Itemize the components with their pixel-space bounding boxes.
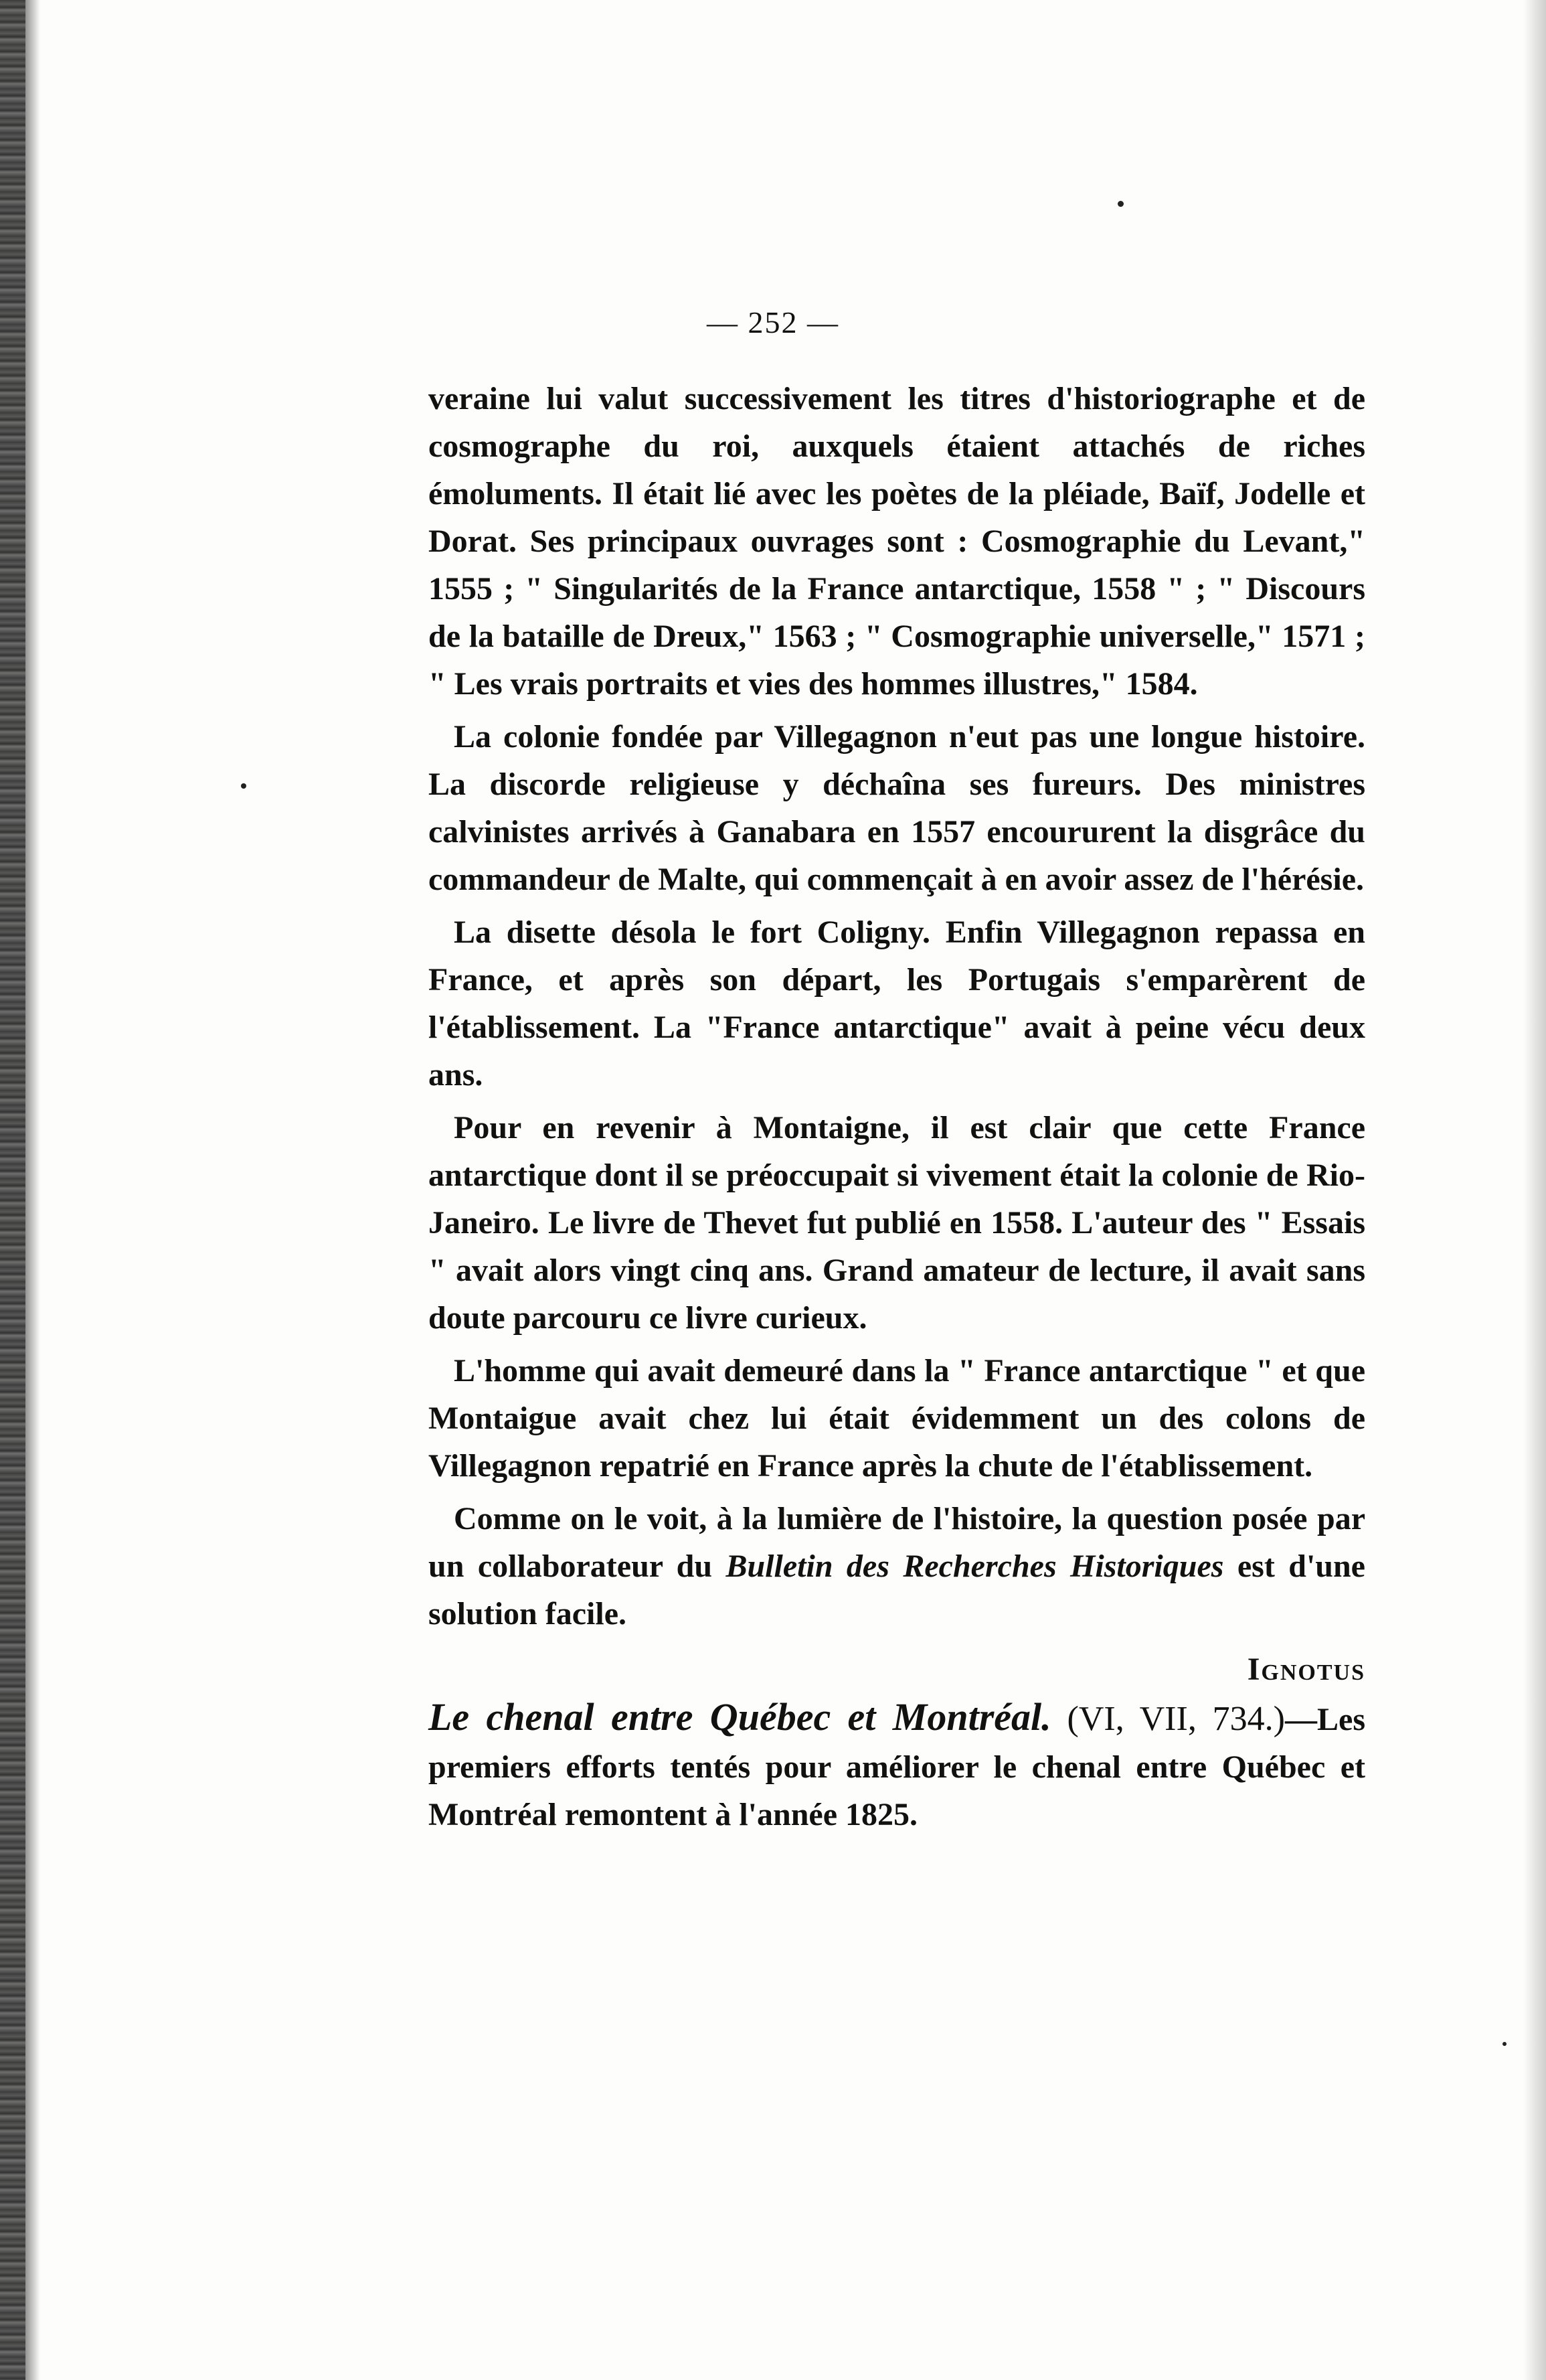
body-text: [428, 375, 1365, 1838]
paragraph: Pour en revenir à Montaigne, il est clair que cette France antarctique dont il se préoccupait si vivement était la colonie de Rio-Janeiro. Le livre de Thevet fut publié en 1558. L'auteur des " Essais " avait alors vingt cinq ans. Grand amateur de lecture, il avait sans doute parcouru ce livre curieux.: [428, 1110, 1365, 1336]
binding-shadow: [25, 0, 40, 2380]
paragraph-text: Comme on le voit, à la lumière de l'histoire, la question posée par un collaborateur du: [428, 1501, 1365, 1584]
entry-reference: (VI, VII, 734.): [1051, 1700, 1285, 1738]
page-edge-shadow: [1523, 0, 1546, 2380]
author-signature: Ignotus: [1247, 1652, 1365, 1687]
entry-paragraph: [428, 1693, 1365, 1838]
entry-text: —Les premiers efforts tentés pour améliorer le chenal entre Québec et Montréal remontent à l'année 1825.: [428, 1702, 1365, 1832]
ink-speck: [1118, 201, 1124, 207]
entry-title: Le chenal entre Québec et Montréal.: [428, 1695, 1051, 1739]
ink-speck: [241, 783, 246, 789]
paragraph: [428, 1495, 1365, 1638]
paragraph: L'homme qui avait demeuré dans la " France antarctique " et que Montaigue avait chez lui était évidemment un des colons de Villegagnon repatrié en France après la chute de l'établissement.: [428, 1353, 1365, 1484]
paragraph-text: est d'une solution facile.: [428, 1549, 1365, 1632]
journal-title: Bulletin des Recherches Historiques: [725, 1549, 1224, 1584]
paragraph: La colonie fondée par Villegagnon n'eut pas une longue histoire. La discorde religieuse y déchaîna ses fureurs. Des ministres calvinistes arrivés à Ganabara en 1557 encoururent la disgrâce du commandeur de Malte, qui commençait à en avoir assez de l'hérésie.: [428, 719, 1365, 897]
paragraph: La disette désola le fort Coligny. Enfin Villegagnon repassa en France, et après son départ, les Portugais s'emparèrent de l'établissement. La "France antarctique" avait à peine vécu deux ans.: [428, 915, 1365, 1093]
ink-speck: [1502, 2042, 1507, 2046]
page-number: — 252 —: [707, 305, 839, 339]
paragraph: veraine lui valut successivement les titres d'historiographe et de cosmographe du roi, auxquels étaient attachés de riches émoluments. Il était lié avec les poètes de la pléiade, Baïf, Jodelle et Dorat. Ses principaux ouvrages sont : Cosmographie du Levant," 1555 ; " Singularités de la France antarctique, 1558 " ; " Discours de la bataille de Dreux," 1563 ; " Cosmographie universelle," 1571 ; " Les vrais portraits et vies des hommes illustres," 1584.: [428, 381, 1365, 702]
binding-edge: [0, 0, 25, 2380]
